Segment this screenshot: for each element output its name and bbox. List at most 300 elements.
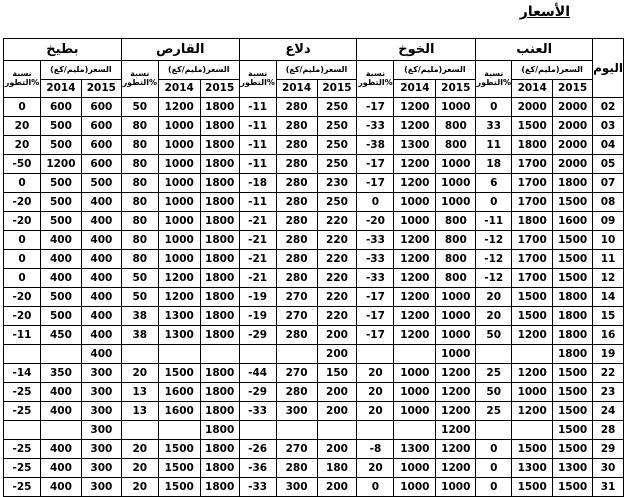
price-2015-cell: 1000 [436,345,476,364]
price-2015-cell: 800 [436,136,476,155]
day-cell: 15 [593,307,624,326]
pct-change-cell: -25 [4,478,41,497]
pct-change-cell: -33 [357,269,394,288]
pct-change-cell: 25 [476,402,512,421]
price-2014-cell: 1200 [394,326,436,345]
price-2015-cell: 300 [81,364,121,383]
pct-change-cell: 11 [476,136,512,155]
day-cell: 16 [593,326,624,345]
price-2014-cell [40,421,81,440]
price-2015-cell: 250 [317,155,357,174]
price-2015-cell: 1300 [553,459,593,478]
price-2015-cell: 1500 [553,402,593,421]
price-2015-cell: 250 [317,98,357,117]
pct-change-cell: 20 [121,478,158,497]
pct-change-cell: 0 [476,440,512,459]
pct-change-cell: -11 [239,117,276,136]
price-2015-cell: 600 [81,117,121,136]
table-row [4,250,624,269]
price-2015-cell: 1800 [200,402,239,421]
price-2015-cell: 220 [317,231,357,250]
price-2014-cell: 400 [40,231,81,250]
table-row [4,155,624,174]
price-2015-cell: 200 [317,345,357,364]
price-2015-cell: 1800 [553,345,593,364]
pct-change-cell: 80 [121,193,158,212]
price-2014-cell: 1000 [394,402,436,421]
price-2014-cell: 500 [40,174,81,193]
price-2014-cell: 400 [40,478,81,497]
subheader-row [4,61,624,80]
price-2014-cell: 1500 [512,307,553,326]
pct-change-cell: -20 [4,288,41,307]
price-2014-cell: 270 [276,288,317,307]
pct-change-cell: 20 [121,364,158,383]
pct-change-cell: 20 [121,440,158,459]
price-2015-cell: 400 [81,250,121,269]
pct-change-cell: 20 [476,307,512,326]
day-cell: 30 [593,459,624,478]
price-2015-cell: 1800 [200,307,239,326]
day-cell: 28 [593,421,624,440]
pct-change-cell: 13 [121,383,158,402]
price-2015-cell: 1800 [200,478,239,497]
price-2015-cell: 1000 [436,307,476,326]
pct-change-cell: 20 [357,402,394,421]
pct-change-cell: 38 [121,307,158,326]
day-cell: 29 [593,440,624,459]
pct-change-cell: 80 [121,250,158,269]
price-2015-cell: 1000 [436,193,476,212]
pct-change-cell: 0 [4,174,41,193]
pct-change-cell: -11 [239,136,276,155]
price-2015-cell: 1500 [553,421,593,440]
price-2015-cell: 1800 [553,288,593,307]
pct-change-cell: 80 [121,136,158,155]
pct-change-cell: 6 [476,174,512,193]
price-2015-cell: 250 [317,117,357,136]
price-2015-cell: 1000 [436,288,476,307]
price-2015-cell: 800 [436,117,476,136]
price-2015-cell: 400 [81,269,121,288]
price-2014-cell: 1300 [394,440,436,459]
table-row [4,174,624,193]
pct-change-cell: -21 [239,231,276,250]
group-name: الخوخ [357,39,476,61]
table-row [4,326,624,345]
price-2014-cell: 280 [276,136,317,155]
pct-change-cell: 50 [121,288,158,307]
year-2015-header: 2015 [81,80,121,98]
price-header: السعر(مليم/كغ) [512,61,593,80]
table-row [4,478,624,497]
pct-change-cell: -19 [239,307,276,326]
year-2015-header: 2015 [317,80,357,98]
pct-change-cell: -25 [4,383,41,402]
price-2015-cell: 1500 [553,383,593,402]
pct-change-cell [4,345,41,364]
price-2015-cell: 200 [317,383,357,402]
price-2014-cell: 1000 [394,193,436,212]
pct-change-cell: 13 [121,402,158,421]
price-2014-cell [158,345,200,364]
pct-change-cell: 50 [121,269,158,288]
price-2015-cell: 220 [317,307,357,326]
group-name: العنب [476,39,593,61]
pct-change-cell: 20 [357,383,394,402]
price-2015-cell: 200 [317,478,357,497]
pct-change-cell: 0 [357,193,394,212]
price-2015-cell: 500 [81,174,121,193]
price-2014-cell: 1200 [158,269,200,288]
pct-change-cell: 33 [476,117,512,136]
price-2014-cell: 1200 [512,326,553,345]
price-2014-cell: 1000 [158,231,200,250]
price-2014-cell: 1500 [158,478,200,497]
price-2014-cell: 270 [276,440,317,459]
price-2015-cell: 400 [81,231,121,250]
price-2015-cell [317,421,357,440]
price-2014-cell [276,345,317,364]
day-cell: 19 [593,345,624,364]
price-2015-cell: 1500 [553,478,593,497]
price-2014-cell: 500 [40,136,81,155]
price-2014-cell: 1800 [512,212,553,231]
price-2015-cell: 1500 [553,193,593,212]
price-2015-cell: 1800 [200,98,239,117]
pct-change-cell [239,421,276,440]
pct-change-cell: 0 [357,478,394,497]
price-table [3,38,624,497]
price-2014-cell: 280 [276,98,317,117]
price-2014-cell: 1000 [394,478,436,497]
year-2015-header: 2015 [200,80,239,98]
price-2014-cell: 500 [40,117,81,136]
pct-change-cell: -33 [357,231,394,250]
price-2014-cell [394,345,436,364]
table-row [4,459,624,478]
price-2015-cell: 200 [317,402,357,421]
day-cell: 05 [593,155,624,174]
price-2015-cell: 1500 [553,364,593,383]
pct-change-cell: -17 [357,307,394,326]
price-2014-cell: 280 [276,231,317,250]
price-2014-cell: 400 [40,459,81,478]
pct-change-cell: 0 [4,269,41,288]
price-2015-cell: 1800 [200,250,239,269]
price-2015-cell: 800 [436,212,476,231]
pct-change-cell: -38 [357,136,394,155]
price-2015-cell: 2000 [553,136,593,155]
price-2014-cell: 500 [40,193,81,212]
table-row [4,136,624,155]
price-2015-cell: 1000 [436,326,476,345]
price-2015-cell: 150 [317,364,357,383]
table-row [4,383,624,402]
pct-change-cell: 50 [476,326,512,345]
price-2014-cell: 1300 [394,136,436,155]
day-cell: 07 [593,174,624,193]
price-2014-cell [394,421,436,440]
pct-change-cell: -17 [357,288,394,307]
pct-change-cell: -36 [239,459,276,478]
price-2015-cell [200,345,239,364]
price-2015-cell: 600 [81,136,121,155]
price-2014-cell: 1000 [394,364,436,383]
pct-change-cell: -14 [4,364,41,383]
pct-change-cell: 80 [121,212,158,231]
price-2014-cell: 1200 [158,288,200,307]
price-2014-cell: 280 [276,212,317,231]
price-2015-cell: 220 [317,250,357,269]
pct-change-cell: -29 [239,326,276,345]
pct-change-cell: -26 [239,440,276,459]
price-2015-cell: 1500 [553,231,593,250]
pct-change-cell: 20 [357,459,394,478]
price-2015-cell: 220 [317,212,357,231]
group-name: دلاع [239,39,357,61]
price-2014-cell: 1200 [394,231,436,250]
year-2015-header: 2015 [436,80,476,98]
pct-change-cell: -20 [4,193,41,212]
pct-change-cell: -11 [239,155,276,174]
day-column-header: اليوم [593,39,624,98]
price-2015-cell: 1800 [200,421,239,440]
price-2015-cell: 400 [81,326,121,345]
price-2014-cell: 500 [40,288,81,307]
price-2014-cell: 1600 [158,402,200,421]
price-2014-cell: 1700 [512,231,553,250]
price-2014-cell: 1300 [512,459,553,478]
pct-change-cell: -18 [239,174,276,193]
pct-change-cell: 80 [121,155,158,174]
price-2014-cell: 1000 [512,383,553,402]
table-row [4,231,624,250]
pct-change-cell: -8 [357,440,394,459]
price-2015-cell: 1800 [200,231,239,250]
price-2015-cell: 300 [81,459,121,478]
price-header: السعر(مليم/كغ) [40,61,121,80]
price-2014-cell: 1000 [158,136,200,155]
page-title: الأسعار [519,4,570,20]
pct-change-cell: 20 [357,364,394,383]
price-2015-cell: 1000 [436,174,476,193]
day-cell: 03 [593,117,624,136]
price-2014-cell: 450 [40,326,81,345]
year-2014-header: 2014 [512,80,553,98]
pct-change-cell: -33 [357,117,394,136]
pct-change-cell: -29 [239,383,276,402]
day-cell: 22 [593,364,624,383]
day-cell: 10 [593,231,624,250]
price-header: السعر(مليم/كغ) [394,61,476,80]
price-2014-cell: 400 [40,402,81,421]
price-2014-cell: 1200 [512,364,553,383]
price-2015-cell: 2000 [553,98,593,117]
price-2015-cell: 1800 [553,326,593,345]
year-2014-header: 2014 [158,80,200,98]
price-2014-cell: 1500 [158,440,200,459]
price-2015-cell: 180 [317,459,357,478]
pct-change-cell: 0 [476,193,512,212]
price-2015-cell: 1800 [200,383,239,402]
group-name: القارص [121,39,239,61]
day-cell: 02 [593,98,624,117]
pct-change-cell: -20 [4,212,41,231]
day-cell: 12 [593,269,624,288]
pct-change-cell [476,345,512,364]
price-2014-cell: 1500 [158,364,200,383]
day-cell: 23 [593,383,624,402]
price-2014-cell: 500 [40,307,81,326]
price-2014-cell: 1200 [394,174,436,193]
price-2014-cell: 1200 [394,155,436,174]
pct-change-cell: -21 [239,269,276,288]
table-row [4,345,624,364]
price-2014-cell: 400 [40,250,81,269]
pct-change-cell: 80 [121,117,158,136]
pct-change-cell [121,421,158,440]
price-2015-cell: 400 [81,307,121,326]
price-2014-cell: 1500 [512,288,553,307]
pct-change-cell [476,421,512,440]
pct-change-cell: 20 [4,136,41,155]
pct-change-cell: 0 [476,459,512,478]
price-2015-cell: 400 [81,193,121,212]
table-row [4,212,624,231]
pct-change-cell: -11 [4,326,41,345]
price-2014-cell: 280 [276,193,317,212]
price-2014-cell: 1500 [158,459,200,478]
pct-change-cell: 20 [476,288,512,307]
price-2014-cell: 1200 [40,155,81,174]
price-2014-cell: 1300 [158,326,200,345]
price-2014-cell: 1600 [158,383,200,402]
group-name: بطيخ [4,39,122,61]
pct-change-cell: 0 [4,98,41,117]
price-2015-cell: 230 [317,174,357,193]
pct-change-cell: -11 [239,193,276,212]
price-2015-cell: 1800 [200,269,239,288]
pct-change-cell [239,345,276,364]
price-2015-cell: 1800 [200,117,239,136]
price-2015-cell: 1000 [436,155,476,174]
pct-change-cell: -25 [4,440,41,459]
price-2015-cell: 1200 [436,440,476,459]
price-2015-cell: 1800 [200,364,239,383]
pct-change-cell [357,345,394,364]
price-2014-cell: 1200 [394,250,436,269]
price-2014-cell: 1500 [512,478,553,497]
pct-change-cell: -17 [357,326,394,345]
table-row [4,307,624,326]
year-2014-header: 2014 [40,80,81,98]
price-2014-cell: 1300 [158,307,200,326]
price-2015-cell: 300 [81,440,121,459]
price-2014-cell: 1000 [158,174,200,193]
pct-change-cell: -12 [476,231,512,250]
pct-change-cell: -17 [357,174,394,193]
price-2015-cell: 300 [81,402,121,421]
price-2015-cell: 1800 [200,459,239,478]
table-row [4,402,624,421]
price-2015-cell: 300 [81,383,121,402]
pct-change-cell [4,421,41,440]
price-2015-cell: 220 [317,269,357,288]
price-2014-cell: 1200 [158,98,200,117]
price-2014-cell: 1200 [394,98,436,117]
price-2014-cell: 2000 [512,98,553,117]
price-header: السعر(مليم/كغ) [158,61,239,80]
pct-change-header: نسبة التطور% [239,61,276,98]
price-2015-cell: 800 [436,269,476,288]
price-2014-cell: 1700 [512,174,553,193]
pct-change-cell: -25 [4,459,41,478]
day-cell: 24 [593,402,624,421]
price-2014-cell: 1200 [394,307,436,326]
price-2015-cell: 1500 [553,250,593,269]
table-row [4,117,624,136]
pct-change-cell: 50 [476,383,512,402]
price-2015-cell: 1800 [200,193,239,212]
pct-change-cell: -19 [239,288,276,307]
price-2015-cell: 600 [81,98,121,117]
price-2015-cell: 200 [317,440,357,459]
price-2015-cell: 1500 [553,269,593,288]
day-cell: 08 [593,193,624,212]
price-2014-cell: 500 [40,212,81,231]
price-2015-cell: 1000 [436,98,476,117]
pct-change-cell: -21 [239,212,276,231]
table-row [4,98,624,117]
price-2015-cell: 600 [81,155,121,174]
price-2014-cell: 280 [276,174,317,193]
pct-change-cell: 80 [121,231,158,250]
price-2015-cell: 250 [317,193,357,212]
pct-change-cell: 0 [4,231,41,250]
price-2014-cell: 300 [276,478,317,497]
pct-change-cell [121,345,158,364]
price-2014-cell: 1700 [512,269,553,288]
price-2014-cell: 1000 [394,212,436,231]
pct-change-cell: 20 [4,117,41,136]
pct-change-cell: 0 [4,250,41,269]
price-2014-cell: 280 [276,383,317,402]
group-header-row [4,39,624,61]
price-2015-cell: 300 [81,421,121,440]
price-2014-cell: 400 [40,269,81,288]
year-header-row [4,80,624,98]
price-2015-cell: 800 [436,250,476,269]
pct-change-cell: -44 [239,364,276,383]
price-2014-cell: 1000 [394,459,436,478]
table-row [4,193,624,212]
price-2015-cell: 400 [81,345,121,364]
pct-change-cell: 0 [476,478,512,497]
price-2014-cell: 1200 [394,288,436,307]
pct-change-cell: -11 [239,98,276,117]
pct-change-header: نسبة التطور% [4,61,41,98]
pct-change-cell: -20 [357,212,394,231]
pct-change-cell: 38 [121,326,158,345]
price-2014-cell: 1000 [394,383,436,402]
price-2014-cell [512,421,553,440]
pct-change-header: نسبة التطور% [476,61,512,98]
table-row [4,288,624,307]
price-2014-cell: 1700 [512,250,553,269]
day-cell: 14 [593,288,624,307]
price-2015-cell: 400 [81,212,121,231]
